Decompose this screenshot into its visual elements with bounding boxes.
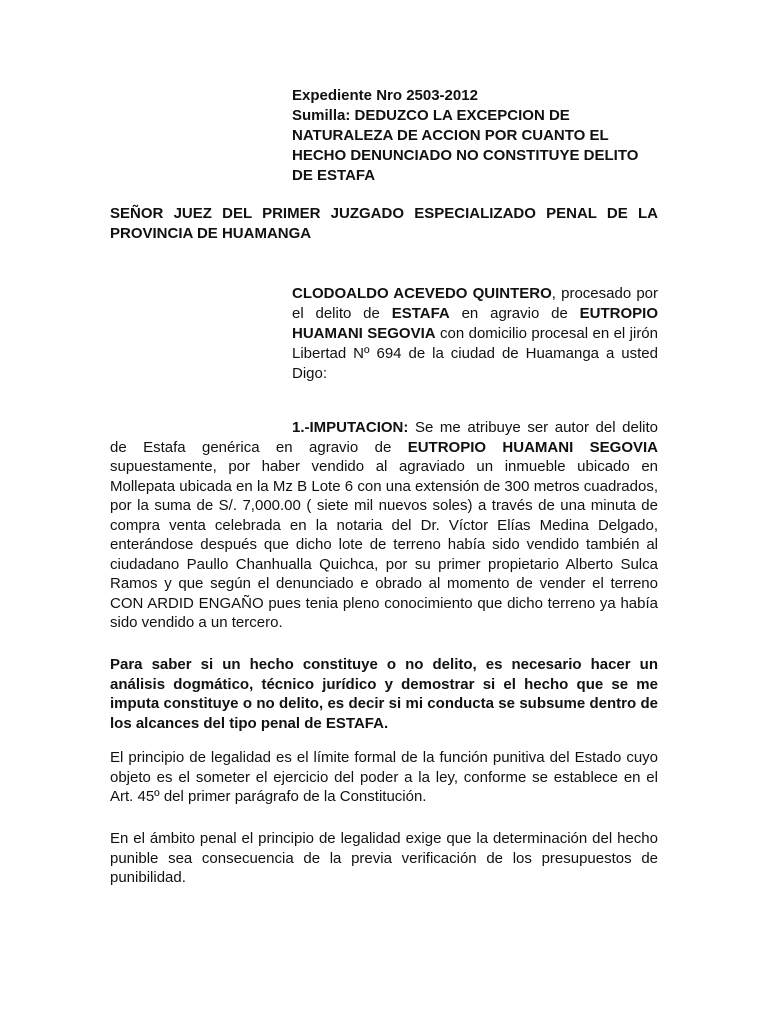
- sumilla-line: Sumilla: DEDUZCO LA EXCEPCION DE: [292, 107, 570, 124]
- analysis-paragraph: Para saber si un hecho constituye o no delito, es necesario hacer un análisis dogmático, técnico jurídico y demostrar si el hecho que se me imputa constituye o no delito, es decir si mi conducta se subsume dentro de los alcances del tipo penal de ESTAFA.: [110, 656, 658, 732]
- intro-text: , procesado por el delito de: [292, 285, 658, 322]
- victim-name: EUTROPIO HUAMANI SEGOVIA: [407, 438, 658, 456]
- defendant-name: CLODOALDO ACEVEDO QUINTERO: [292, 285, 552, 302]
- intro-paragraph: [292, 284, 658, 384]
- addressee-judge: SEÑOR JUEZ DEL PRIMER JUZGADO ESPECIALIZADO PENAL DE LA PROVINCIA DE HUAMANGA: [110, 205, 658, 242]
- intro-text: en agravio de: [449, 305, 580, 322]
- sumilla-line: DE ESTAFA: [292, 167, 376, 184]
- expediente-number: Expediente Nro 2503-2012: [292, 87, 478, 104]
- sumilla-line: HECHO DENUNCIADO NO CONSTITUYE DELITO: [292, 147, 639, 164]
- sumilla-line: NATURALEZA DE ACCION POR CUANTO EL: [292, 127, 609, 144]
- crime-name: ESTAFA: [391, 305, 450, 322]
- legalidad-paragraph: El principio de legalidad es el límite formal de la función punitiva del Estado cuyo objeto es el someter el ejercicio del poder a la ley, conforme se establece en el Art. 45º del primer parágrafo de la Constitución.: [110, 749, 658, 805]
- victim-name: EUTROPIO HUAMANI SEGOVIA: [292, 305, 658, 342]
- imputacion-label: 1.-IMPUTACION:: [292, 419, 409, 436]
- imputacion-text: supuestamente, por haber vendido al agraviado un inmueble ubicado en Mollepata ubicada en la Mz B Lote 6 con una extensión de 300 metros cuadrados, por la suma de S/. 7,000.00 ( siete mil nuevos soles) a través de una minuta de compra venta celebrada en la notaria del Dr. Víctor Elías Medina Delgado, enterándose después que dicho lote de terreno había sido vendido también al ciudadano Paullo Chanhualla Quichca, por su primer propietario Alberto Sulca Ramos y que según el denunciado e obrado al momento de vender el terreno CON ARDID ENGAÑO pues tenia pleno conocimiento que dicho terreno ya había sido vendido a un tercero.: [110, 458, 658, 631]
- penal-paragraph: En el ámbito penal el principio de legalidad exige que la determinación del hecho punible sea consecuencia de la previa verificación de los presupuestos de punibilidad.: [110, 830, 658, 886]
- imputacion-paragraph: [110, 418, 658, 633]
- imputacion-text: Se me atribuye ser autor del delito de Estafa genérica en agravio de: [110, 419, 658, 456]
- intro-text: con domicilio procesal en el jirón Libertad Nº 694 de la ciudad de Huamanga a usted Digo:: [292, 325, 658, 382]
- case-heading: [292, 86, 662, 186]
